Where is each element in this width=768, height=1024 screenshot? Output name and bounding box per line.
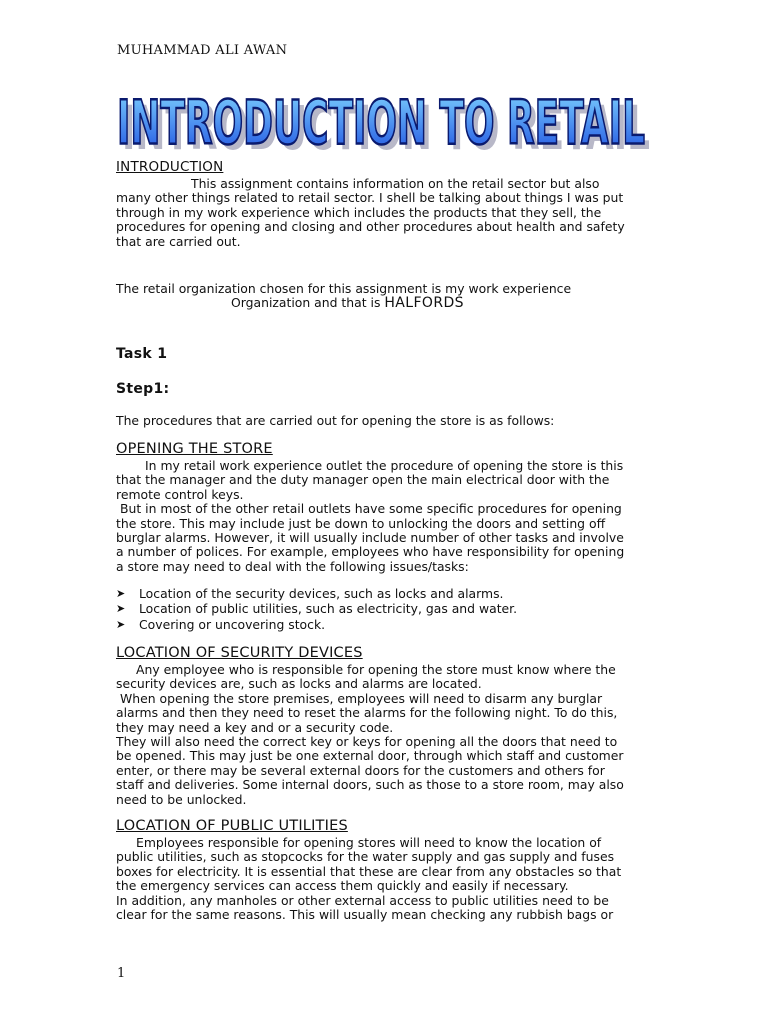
step-heading: Step1: [116,381,170,397]
paragraph-line: burglar alarms. However, it will usually include number of other tasks and involve [116,530,624,546]
paragraph-line: that the manager and the duty manager open the main electrical door with the [116,472,610,488]
introduction-heading: INTRODUCTION [116,159,224,175]
paragraph-line: the store. This may include just be down to unlocking the doors and setting off [116,515,606,531]
paragraph-line: Any employee who is responsible for opening the store must know where the [136,662,616,677]
paragraph-line: They will also need the correct key or keys for opening all the doors that need to [116,734,618,750]
paragraph-line: staff and deliveries. Some internal doors, such as those to a store room, may also [116,777,624,793]
paragraph-line: they may need a key and or a security code. [116,719,394,735]
public-utilities-heading: LOCATION OF PUBLIC UTILITIES [116,818,348,834]
public-utilities-paragraph [116,836,651,922]
paragraph-line: boxes for electricity. It is essential that these are clear from any obstacles so that [116,863,622,879]
opening-store-heading: OPENING THE STORE [116,441,273,457]
intro-line: This assignment contains information on the retail sector but also [191,176,600,191]
title-wordart [110,82,670,162]
paragraph-line: a store may need to deal with the following issues/tasks: [116,558,469,574]
arrowhead-bullet-icon: ➤ [116,617,126,631]
paragraph-line: alarms and then they need to reset the alarms for the following night. To do this, [116,705,618,721]
paragraph-line: public utilities, such as stopcocks for the water supply and gas supply and fuses [116,849,615,865]
paragraph-line: In my retail work experience outlet the procedure of opening the store is this [145,458,624,473]
paragraph-line: clear for the same reasons. This will usually mean checking any rubbish bags or [116,907,614,923]
list-item-text: Location of the security devices, such as locks and alarms. [139,586,504,601]
org-line-2 [116,296,651,310]
intro-line: procedures for opening and closing and other procedures about health and safety [116,219,625,235]
paragraph-line: remote control keys. [116,486,244,502]
intro-line: that are carried out. [116,233,241,249]
page-title: INTRODUCTION TO RETAIL [117,87,645,159]
intro-line: many other things related to retail sector. I shell be talking about things I was put [116,190,624,206]
paragraph-line: In addition, any manholes or other external access to public utilities need to be [116,892,609,908]
intro-line: through in my work experience which includes the products that they sell, the [116,204,602,220]
list-item-text: Location of public utilities, such as electricity, gas and water. [139,601,518,617]
author-header: MUHAMMAD ALI AWAN [117,43,288,58]
org-line-text: Organization and that is [231,295,381,311]
org-line: The retail organization chosen for this assignment is my work experience [116,281,572,296]
page-number: 1 [117,966,126,981]
list-item [116,617,656,632]
introduction-paragraph [116,177,651,249]
organization-name: HALFORDS [384,295,464,312]
paragraph-line: But in most of the other retail outlets have some specific procedures for opening [120,501,622,517]
task-heading: Task 1 [116,346,168,362]
security-devices-paragraph [116,663,651,807]
paragraph-line: the emergency services can access them quickly and easily if necessary. [116,878,569,894]
procedures-intro: The procedures that are carried out for opening the store is as follows: [116,413,555,428]
organization-paragraph [116,282,651,311]
security-devices-heading: LOCATION OF SECURITY DEVICES [116,645,363,661]
list-item [116,586,656,601]
opening-tasks-list [116,586,656,632]
paragraph-line: a number of polices. For example, employees who have responsibility for opening [116,544,625,560]
list-item [116,601,656,616]
paragraph-line: Employees responsible for opening stores will need to know the location of [136,835,602,850]
paragraph-line: security devices are, such as locks and alarms are located. [116,676,482,692]
paragraph-line: need to be unlocked. [116,791,247,807]
paragraph-line: When opening the store premises, employees will need to disarm any burglar [120,690,603,706]
arrowhead-bullet-icon: ➤ [116,602,126,616]
title-shadow: INTRODUCTION TO RETAIL [122,93,650,162]
paragraph-line: be opened. This may just be one external door, through which staff and customer [116,748,624,764]
arrowhead-bullet-icon: ➤ [116,587,126,600]
paragraph-line: enter, or there may be several external doors for the customers and others for [116,762,605,778]
list-item-text: Covering or uncovering stock. [139,616,326,632]
opening-store-paragraph [116,459,651,574]
